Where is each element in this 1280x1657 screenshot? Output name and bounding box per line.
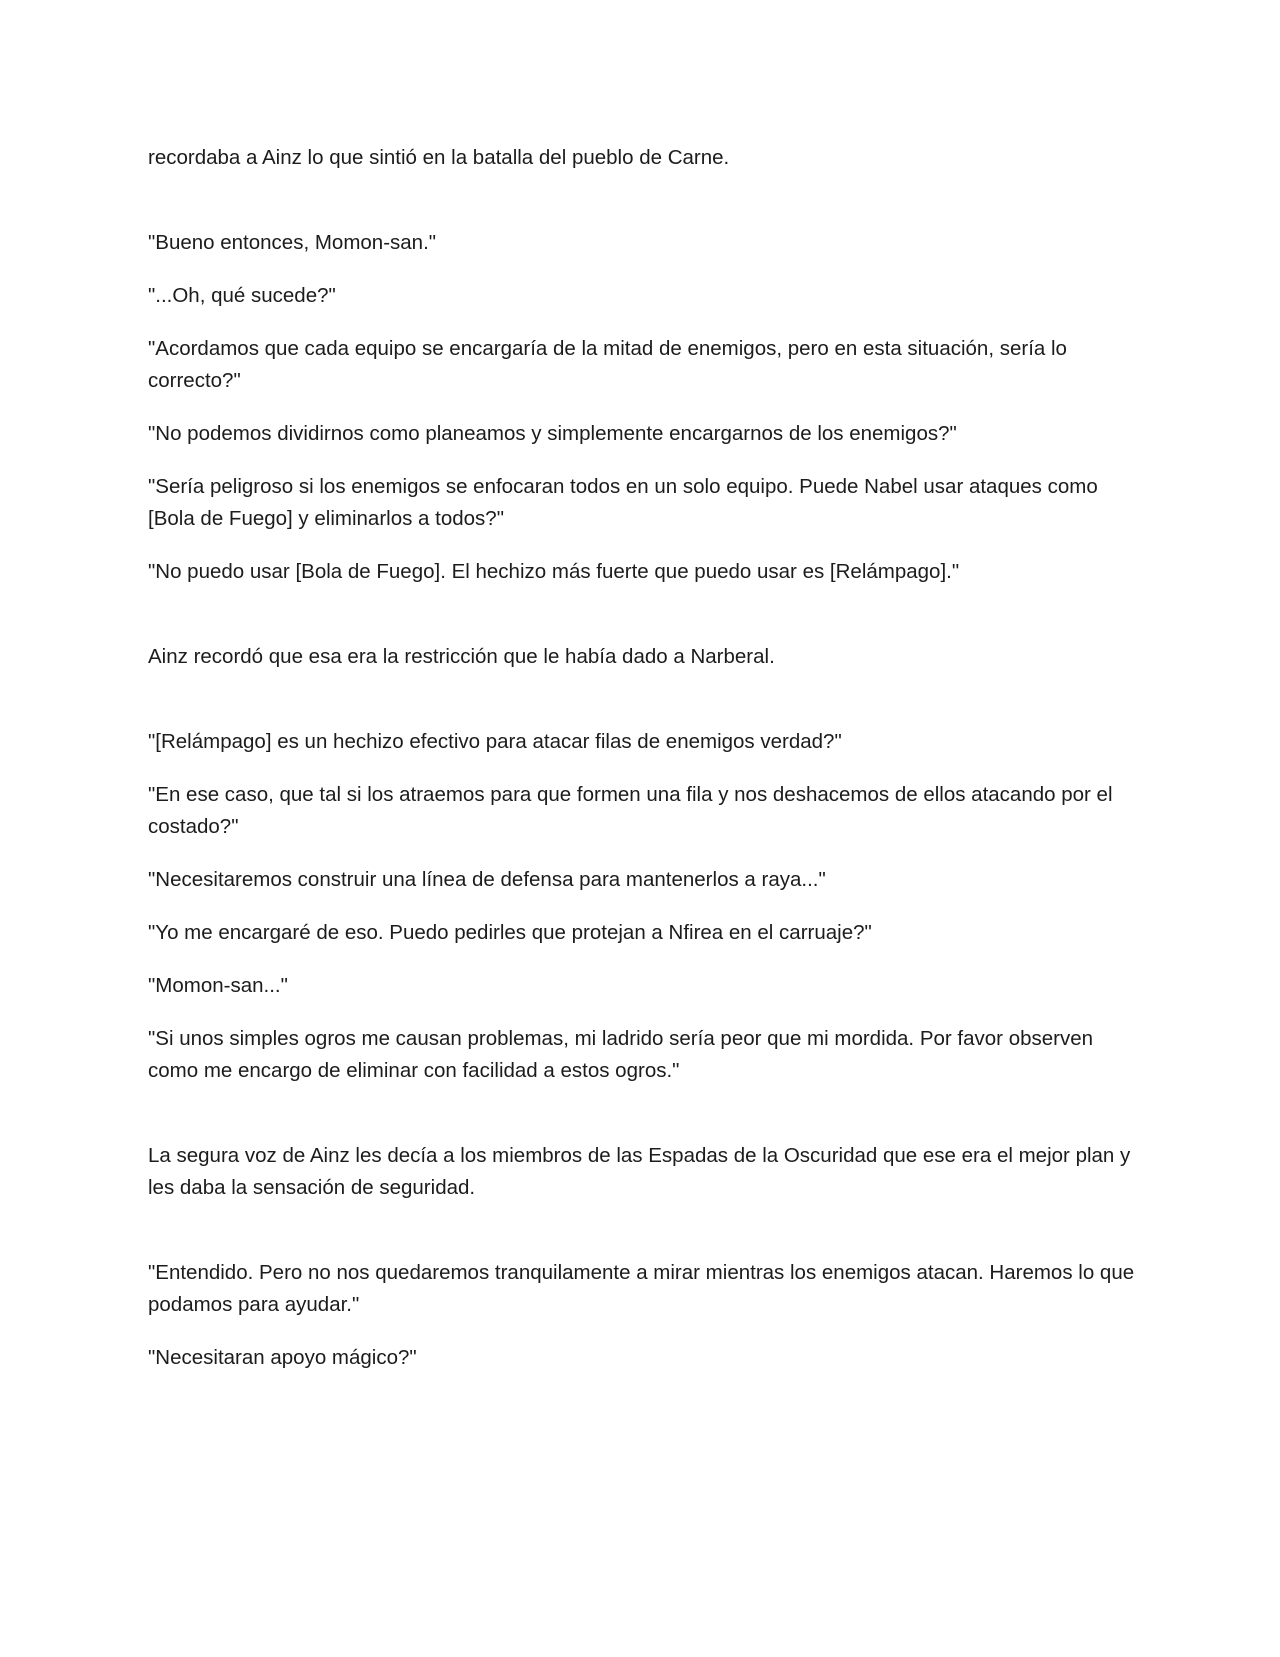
paragraph: "Momon-san..." [148,974,288,997]
paragraph: La segura voz de Ainz les decía a los miembros de las Espadas de la Oscuridad que ese era el mejor plan y les daba la sensación de seguridad. [148,1144,1131,1199]
paragraph: "Necesitaran apoyo mágico?" [148,1346,417,1369]
paragraph: "No podemos dividirnos como planeamos y simplemente encargarnos de los enemigos?" [148,422,957,445]
paragraph: "Acordamos que cada equipo se encargaría de la mitad de enemigos, pero en esta situación, sería lo correcto?" [148,337,1067,392]
paragraph: "En ese caso, que tal si los atraemos para que formen una fila y nos deshacemos de ellos atacando por el costado?" [148,783,1113,838]
paragraph: "Bueno entonces, Momon-san." [148,231,437,254]
paragraph: "Si unos simples ogros me causan problemas, mi ladrido sería peor que mi mordida. Por favor observen como me encargo de eliminar con facilidad a estos ogros." [148,1027,1094,1082]
paragraph: Ainz recordó que esa era la restricción que le había dado a Narberal. [148,645,775,668]
paragraph: "No puedo usar [Bola de Fuego]. El hechizo más fuerte que puedo usar es [Relámpago]." [148,560,960,583]
paragraph: "Entendido. Pero no nos quedaremos tranquilamente a mirar mientras los enemigos atacan. Haremos lo que podamos para ayudar." [148,1261,1135,1316]
paragraph: "...Oh, qué sucede?" [148,284,336,307]
document-page [148,142,1138,1395]
paragraph: "Yo me encargaré de eso. Puedo pedirles que protejan a Nfirea en el carruaje?" [148,921,872,944]
paragraph: "Sería peligroso si los enemigos se enfocaran todos en un solo equipo. Puede Nabel usar ataques como [Bola de Fuego] y eliminarlos a todos?" [148,475,1098,530]
paragraph: "[Relámpago] es un hechizo efectivo para atacar filas de enemigos verdad?" [148,730,842,753]
paragraph: "Necesitaremos construir una línea de defensa para mantenerlos a raya..." [148,868,826,891]
paragraph: recordaba a Ainz lo que sintió en la batalla del pueblo de Carne. [148,146,730,169]
